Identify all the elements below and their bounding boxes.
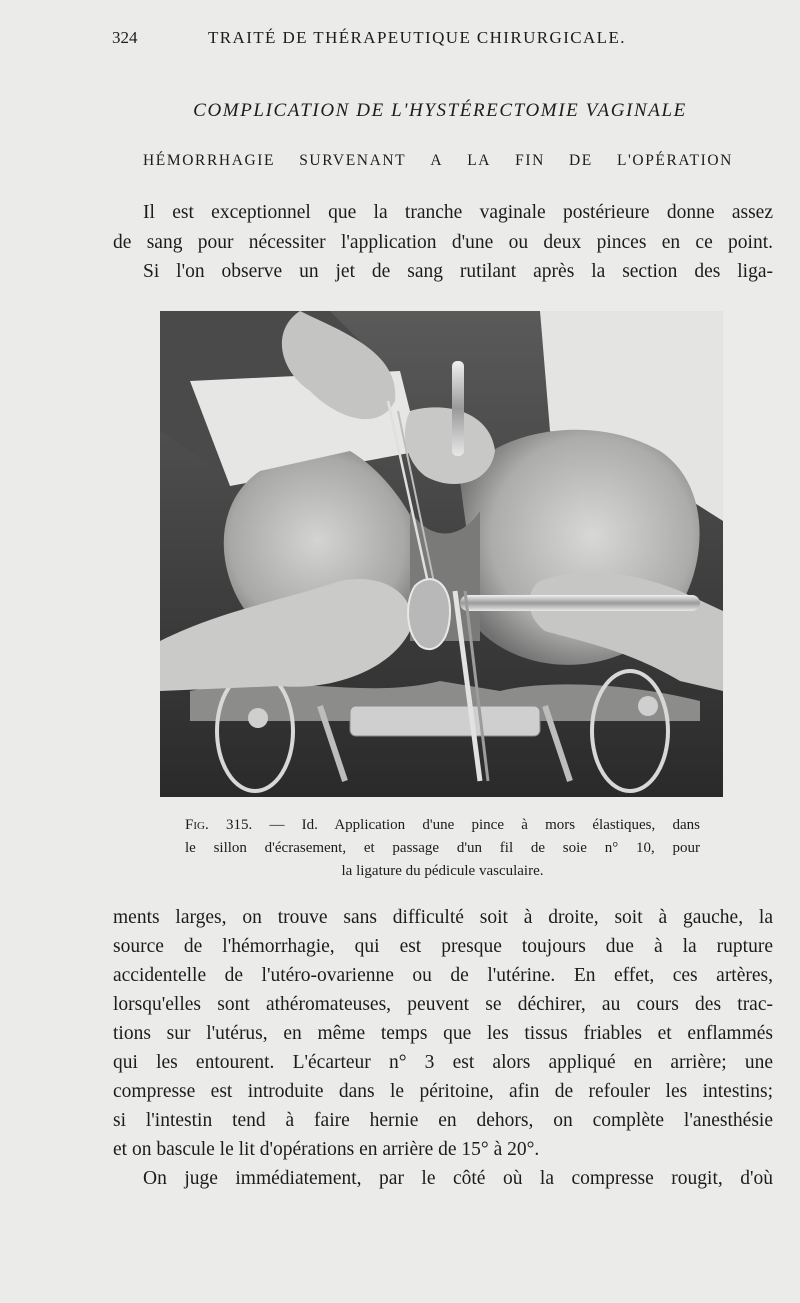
subsection-word: SURVENANT (299, 152, 407, 169)
text-line: ments larges, on trouve sans difficulté soit à droite, soit à gauche, la (113, 907, 773, 928)
figure-caption (185, 814, 700, 883)
running-title: TRAITÉ DE THÉRAPEUTIQUE CHIRURGICALE. (208, 28, 626, 47)
text-line: Il est exceptionnel que la tranche vaginale postérieure donne assez (143, 202, 773, 223)
caption-text: — Id. Application d'une pince à mors élastiques, dans (252, 817, 701, 833)
text-line: tions sur l'utérus, en même temps que les tissus friables et enflammés (113, 1023, 773, 1044)
subsection-word: DE (569, 152, 593, 169)
running-head (112, 28, 712, 52)
surgical-photograph-illustration (160, 311, 723, 797)
text-line: Si l'on observe un jet de sang rutilant après la section des liga- (143, 261, 773, 283)
caption-line (185, 814, 700, 837)
caption-line: la ligature du pédicule vasculaire. (341, 863, 544, 879)
text-line: et on bascule le lit d'opérations en arrière de 15° à 20°. (113, 1139, 540, 1160)
figure-label: Fig. 315. (185, 817, 253, 833)
page-number: 324 (112, 28, 138, 47)
subsection-title (143, 152, 733, 170)
subsection-word: FIN (515, 152, 545, 169)
surgical-photograph (160, 311, 723, 797)
text-line: de sang pour nécessiter l'application d'une ou deux pinces en ce point. (113, 231, 773, 253)
text-line: compresse est introduite dans le péritoine, afin de refouler les intestins; (113, 1081, 773, 1102)
body-paragraph-top (113, 198, 773, 287)
subsection-word: LA (467, 152, 492, 169)
subsection-word: HÉMORRHAGIE (143, 152, 276, 169)
text-line: lorsqu'elles sont athéromateuses, peuvent se déchirer, au cours des trac- (113, 994, 773, 1015)
subsection-word: L'OPÉRATION (616, 152, 733, 169)
text-line: accidentelle de l'utéro-ovarienne ou de l'utérine. En effet, ces artères, (113, 965, 773, 986)
subsection-word: A (430, 152, 444, 169)
body-paragraph-bottom (113, 903, 773, 1193)
section-title: COMPLICATION DE L'HYSTÉRECTOMIE VAGINALE (193, 100, 687, 121)
text-line: qui les entourent. L'écarteur n° 3 est alors appliqué en arrière; une (113, 1052, 773, 1073)
caption-line: le sillon d'écrasement, et passage d'un fil de soie n° 10, pour (185, 840, 700, 856)
text-line: source de l'hémorrhagie, qui est presque toujours due à la rupture (113, 936, 773, 957)
text-line: si l'intestin tend à faire hernie en dehors, on complète l'anesthésie (113, 1110, 773, 1131)
text-line: On juge immédiatement, par le côté où la compresse rougit, d'où (143, 1168, 773, 1189)
